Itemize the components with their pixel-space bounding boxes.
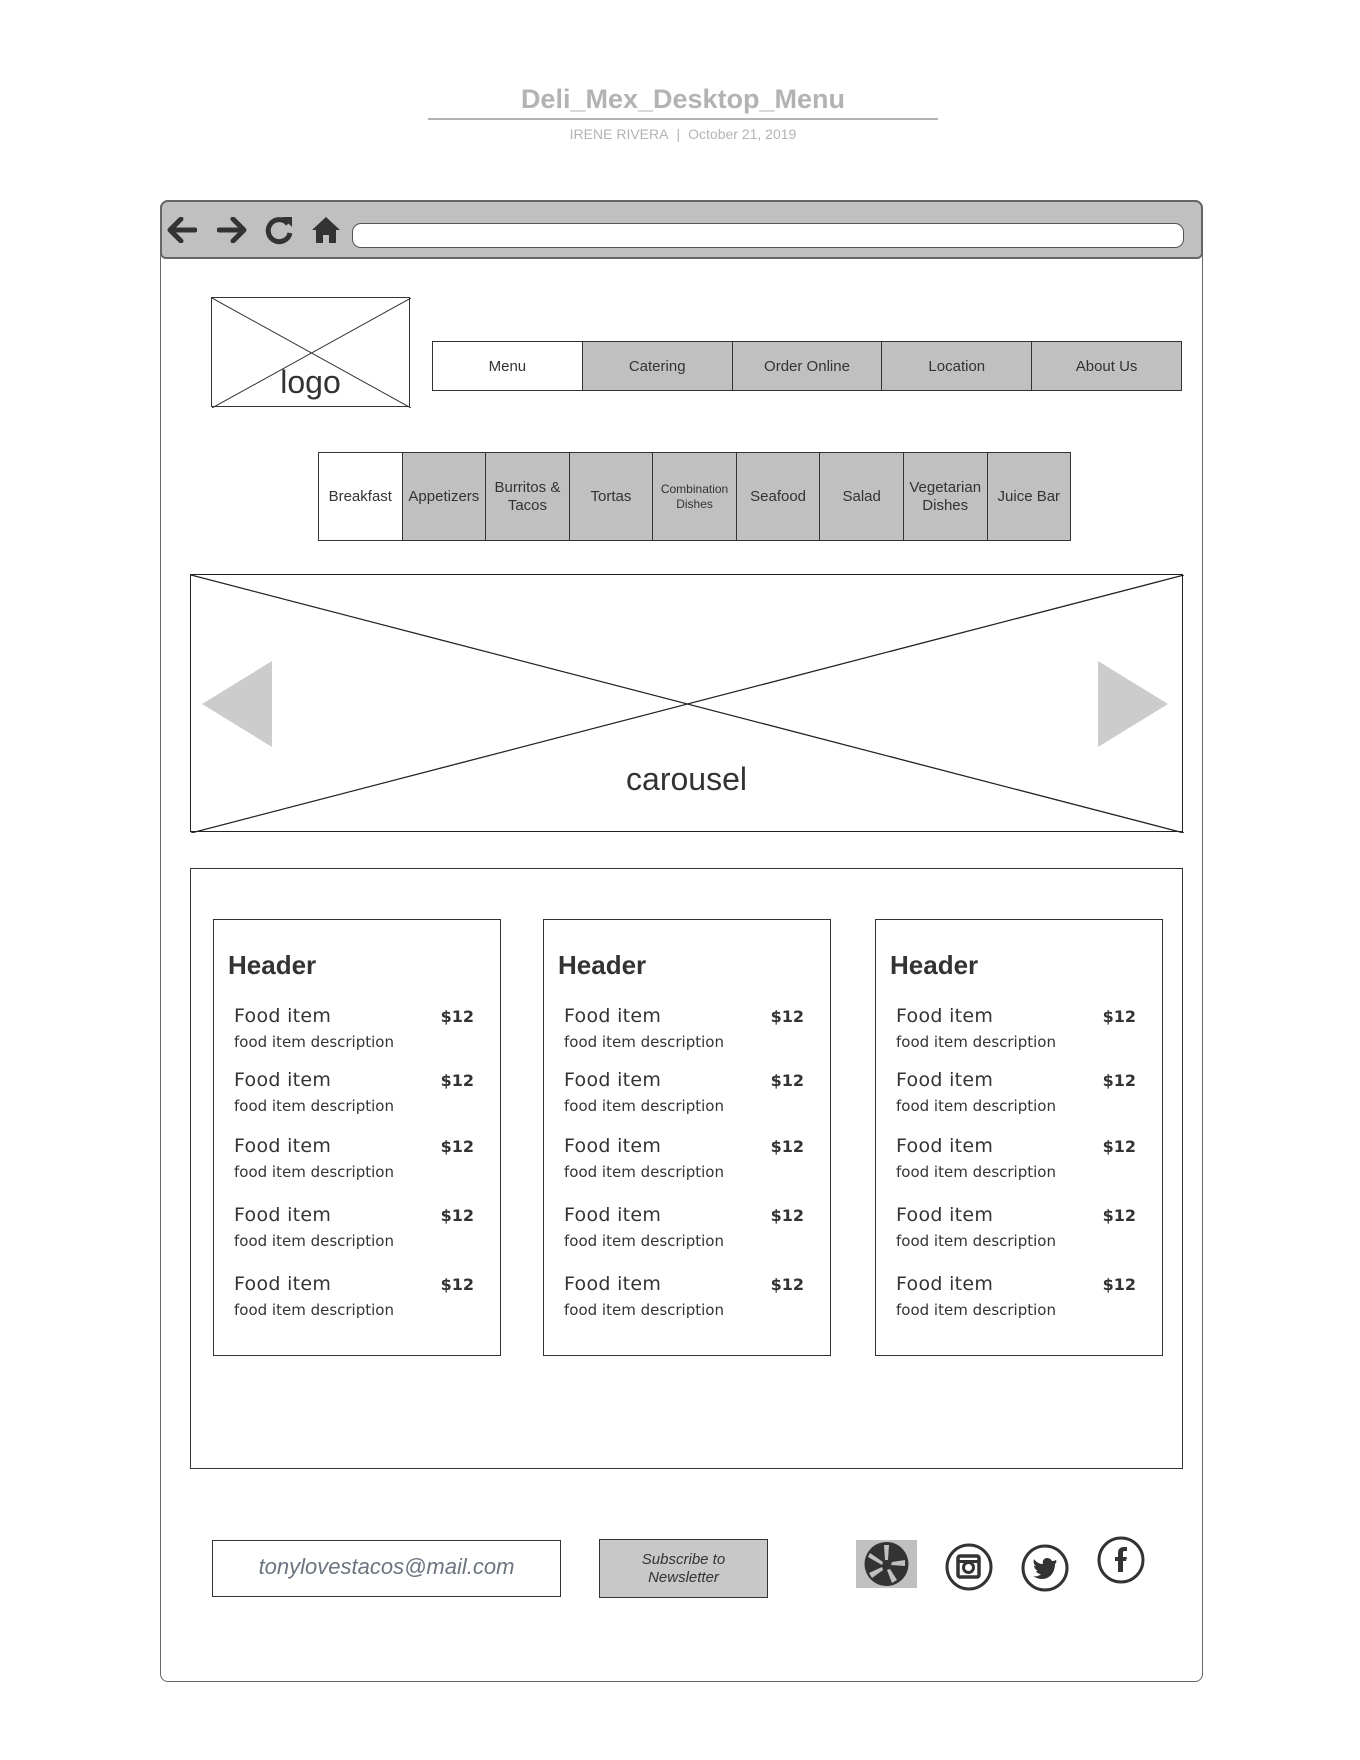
carousel-prev-arrow-icon[interactable] — [202, 661, 274, 747]
nav-item-about-us[interactable]: About Us — [1031, 342, 1181, 390]
newsletter-email-input[interactable]: tonylovestacos@mail.com — [212, 1540, 561, 1597]
food-price: $12 — [770, 1206, 804, 1225]
nav-item-menu[interactable]: Menu — [433, 342, 582, 390]
food-name: Food item — [564, 1273, 662, 1295]
food-price: $12 — [770, 1007, 804, 1026]
subscribe-label-line1: Subscribe to — [641, 1550, 726, 1568]
food-description: food item description — [234, 1163, 394, 1181]
forward-arrow-icon — [217, 217, 247, 243]
forward-button[interactable] — [216, 214, 248, 246]
food-price: $12 — [770, 1275, 804, 1294]
food-description: food item description — [234, 1301, 394, 1319]
tab-appetizers[interactable]: Appetizers — [402, 453, 486, 540]
food-description: food item description — [234, 1232, 394, 1250]
food-price: $12 — [770, 1137, 804, 1156]
twitter-icon[interactable] — [1020, 1543, 1070, 1593]
food-name: Food item — [896, 1005, 994, 1027]
food-name: Food item — [234, 1135, 332, 1157]
back-button[interactable] — [166, 214, 198, 246]
card-header: Header — [228, 950, 317, 980]
food-name: Food item — [234, 1273, 332, 1295]
food-name: Food item — [234, 1005, 332, 1027]
main-nav — [432, 341, 1182, 391]
menu-card — [213, 919, 501, 1356]
food-name: Food item — [896, 1204, 994, 1226]
subscribe-label-line2: Newsletter — [648, 1568, 719, 1586]
tab-vegetarian-dishes[interactable]: Vegetarian Dishes — [903, 453, 987, 540]
tab-juice-bar[interactable]: Juice Bar — [987, 453, 1071, 540]
food-name: Food item — [896, 1273, 994, 1295]
food-name: Food item — [896, 1069, 994, 1091]
food-description: food item description — [564, 1163, 724, 1181]
food-description: food item description — [896, 1033, 1056, 1051]
food-name: Food item — [234, 1204, 332, 1226]
food-description: food item description — [896, 1097, 1056, 1115]
food-description: food item description — [896, 1163, 1056, 1181]
food-name: Food item — [564, 1005, 662, 1027]
food-price: $12 — [1102, 1275, 1136, 1294]
facebook-icon[interactable] — [1096, 1535, 1146, 1585]
home-icon — [311, 215, 341, 245]
food-name: Food item — [896, 1135, 994, 1157]
food-name: Food item — [234, 1069, 332, 1091]
food-name: Food item — [564, 1135, 662, 1157]
food-price: $12 — [1102, 1007, 1136, 1026]
subscribe-button[interactable] — [599, 1539, 768, 1598]
document-subtitle — [428, 126, 938, 142]
document-title: Deli_Mex_Desktop_Menu — [520, 84, 846, 114]
food-price: $12 — [1102, 1071, 1136, 1090]
carousel[interactable] — [190, 574, 1183, 832]
food-price: $12 — [770, 1071, 804, 1090]
reload-button[interactable] — [263, 214, 295, 246]
food-price: $12 — [1102, 1137, 1136, 1156]
food-description: food item description — [564, 1097, 724, 1115]
food-name: Food item — [564, 1204, 662, 1226]
card-header: Header — [558, 950, 647, 980]
tab-burritos-tacos[interactable]: Burritos & Tacos — [485, 453, 569, 540]
food-description: food item description — [564, 1232, 724, 1250]
reload-icon — [263, 214, 295, 246]
tab-salad[interactable]: Salad — [819, 453, 903, 540]
food-price: $12 — [440, 1206, 474, 1225]
food-price: $12 — [440, 1007, 474, 1026]
tab-combination-dishes[interactable]: Combination Dishes — [652, 453, 736, 540]
document-date: October 21, 2019 — [688, 126, 797, 142]
url-bar[interactable] — [352, 223, 1184, 248]
tab-breakfast[interactable]: Breakfast — [319, 453, 402, 540]
menu-card — [543, 919, 831, 1356]
card-header: Header — [890, 950, 979, 980]
food-price: $12 — [440, 1137, 474, 1156]
subtitle-separator: | — [676, 126, 681, 142]
food-price: $12 — [440, 1071, 474, 1090]
carousel-next-arrow-icon[interactable] — [1096, 661, 1168, 747]
tab-seafood[interactable]: Seafood — [736, 453, 820, 540]
carousel-label: carousel — [626, 761, 747, 797]
nav-item-location[interactable]: Location — [881, 342, 1031, 390]
food-price: $12 — [440, 1275, 474, 1294]
logo-label: logo — [280, 364, 341, 400]
nav-item-catering[interactable]: Catering — [582, 342, 732, 390]
food-description: food item description — [564, 1301, 724, 1319]
category-tabs — [318, 452, 1071, 541]
food-description: food item description — [564, 1033, 724, 1051]
logo-placeholder[interactable] — [211, 297, 410, 407]
food-description: food item description — [896, 1301, 1056, 1319]
food-name: Food item — [564, 1069, 662, 1091]
author-name: IRENE RIVERA — [569, 126, 669, 142]
food-description: food item description — [896, 1232, 1056, 1250]
menu-card — [875, 919, 1163, 1356]
instagram-icon[interactable] — [944, 1542, 994, 1592]
nav-item-order-online[interactable]: Order Online — [732, 342, 882, 390]
home-button[interactable] — [310, 214, 342, 246]
tab-tortas[interactable]: Tortas — [569, 453, 653, 540]
food-price: $12 — [1102, 1206, 1136, 1225]
food-description: food item description — [234, 1033, 394, 1051]
title-underline — [428, 118, 938, 120]
food-description: food item description — [234, 1097, 394, 1115]
back-arrow-icon — [167, 217, 197, 243]
yelp-icon[interactable] — [856, 1540, 917, 1588]
